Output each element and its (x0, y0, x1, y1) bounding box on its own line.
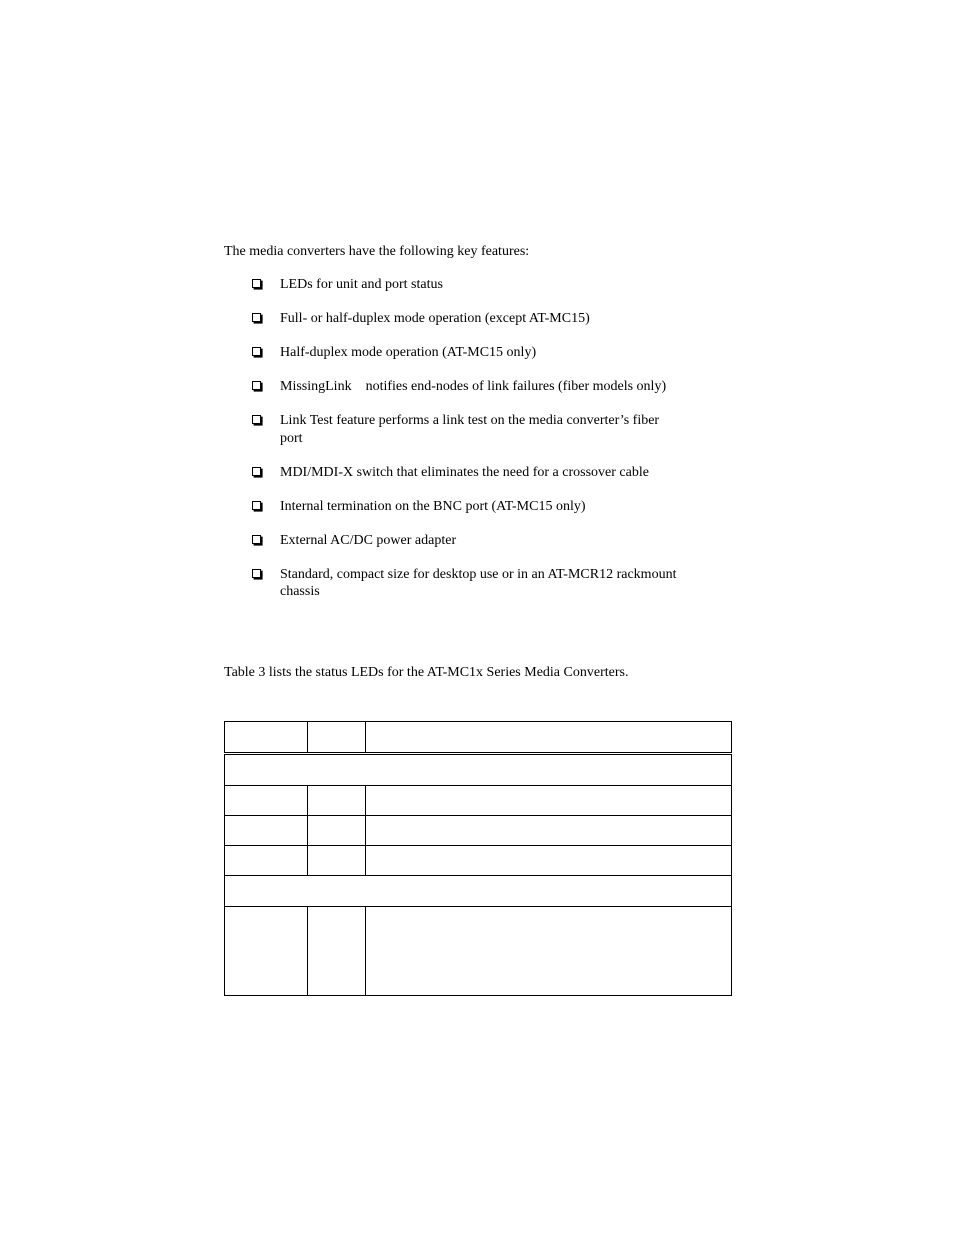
table-row (225, 816, 732, 846)
checkbox-bullet-icon (252, 313, 261, 322)
checkbox-bullet-icon (252, 415, 261, 424)
list-item (252, 498, 732, 516)
checkbox-bullet-icon (252, 347, 261, 356)
table-cell (308, 816, 366, 846)
list-item (252, 464, 732, 482)
table-cell (225, 816, 308, 846)
table-section-row (225, 754, 732, 786)
feature-text-continuation: chassis (280, 584, 320, 599)
table-cell (225, 722, 308, 754)
feature-text: Full- or half-duplex mode operation (except AT-MC15) (280, 311, 590, 326)
list-item (252, 310, 732, 328)
checkbox-bullet-icon (252, 569, 261, 578)
list-item (252, 412, 732, 447)
feature-text: Half-duplex mode operation (AT-MC15 only) (280, 345, 537, 360)
list-item (252, 344, 732, 362)
feature-list (252, 276, 732, 617)
list-item (252, 276, 732, 294)
checkbox-bullet-icon (252, 467, 261, 476)
table-cell (366, 816, 732, 846)
intro-paragraph: The media converters have the following key features: (224, 244, 530, 259)
table-cell (225, 876, 732, 907)
table-section-row (225, 876, 732, 907)
feature-text: MDI/MDI-X switch that eliminates the need for a crossover cable (280, 464, 649, 480)
table-row (225, 907, 732, 996)
table-cell (225, 846, 308, 876)
table-cell (308, 907, 366, 996)
table-cell (308, 846, 366, 876)
table-cell (366, 722, 732, 754)
table-cell (225, 754, 732, 786)
checkbox-bullet-icon (252, 501, 261, 510)
feature-text: External AC/DC power adapter (280, 532, 457, 548)
table-cell (225, 786, 308, 816)
table-cell (225, 907, 308, 996)
checkbox-bullet-icon (252, 279, 261, 288)
table-cell (366, 907, 732, 996)
table-cell (308, 786, 366, 816)
table-cell (308, 722, 366, 754)
feature-text: Internal termination on the BNC port (AT-MC15 only) (280, 498, 586, 514)
list-item (252, 378, 732, 396)
table-row (225, 786, 732, 816)
list-item (252, 566, 732, 601)
feature-text: Standard, compact size for desktop use or in an AT-MCR12 rackmount (280, 566, 677, 582)
checkbox-bullet-icon (252, 381, 261, 390)
table-row (225, 846, 732, 876)
led-status-table (224, 721, 732, 996)
table-intro-paragraph: Table 3 lists the status LEDs for the AT-MC1x Series Media Converters. (224, 665, 629, 680)
list-item (252, 532, 732, 550)
table-header-row (225, 722, 732, 754)
table-cell (366, 846, 732, 876)
feature-text: MissingLink notifies end-nodes of link failures (fiber models only) (280, 379, 667, 394)
feature-text-continuation: port (280, 430, 303, 446)
table-cell (366, 786, 732, 816)
checkbox-bullet-icon (252, 535, 261, 544)
feature-text: LEDs for unit and port status (280, 277, 443, 292)
feature-text: Link Test feature performs a link test on the media converter’s fiber (280, 413, 660, 428)
